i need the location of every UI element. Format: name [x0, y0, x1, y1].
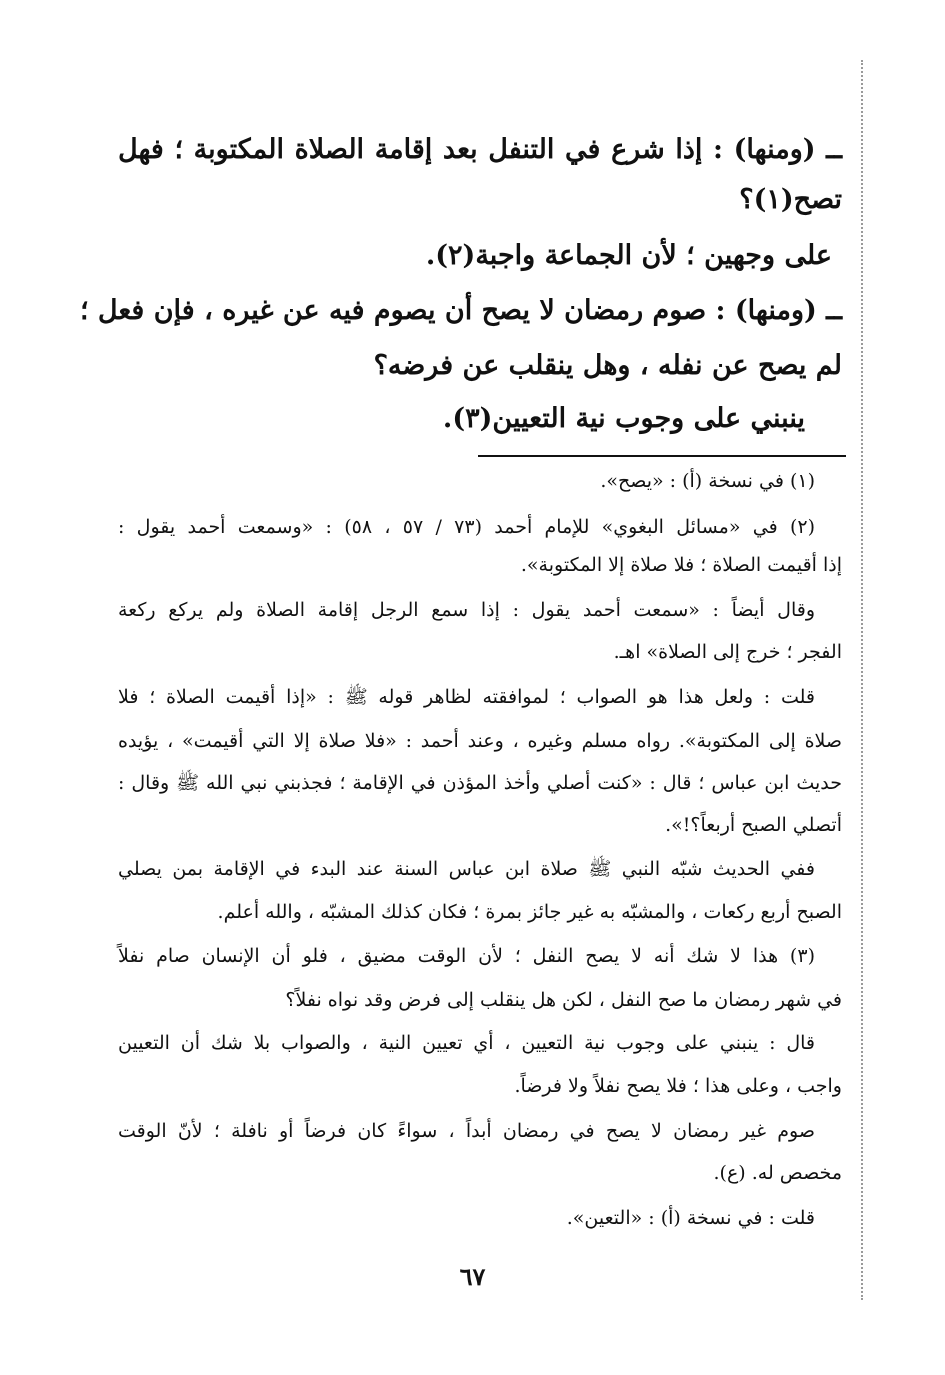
- footnote-line-3: إذا أقيمت الصلاة ؛ فلا صلاة إلا المكتوبة».: [520, 554, 842, 576]
- main-text-line-1: ــ (ومنها) : إذا شرع في التنفل بعد إقامة الصلاة المكتوبة ؛ فهل: [118, 134, 842, 165]
- footnote-line-16: صوم غير رمضان لا يصح في رمضان أبداً ، سواءً كان فرضاً أو نافلة ؛ لأنّ الوقت: [118, 1120, 815, 1142]
- footnote-line-5: الفجر ؛ خرج إلى الصلاة» اهـ.: [613, 641, 842, 663]
- footnote-line-1: (١) في نسخة (أ) : «يصح».: [600, 470, 815, 492]
- footnote-line-15: واجب ، وعلى هذا ؛ فلا يصح نفلاً ولا فرضاً.: [514, 1075, 842, 1097]
- footnote-line-7: صلاة إلى المكتوبة». رواه مسلم وغيره ، وعند أحمد : «فلا صلاة إلا التي أقيمت» ، يؤيده: [118, 730, 842, 752]
- footnote-line-9: أتصلي الصبح أربعاً؟!».: [665, 814, 842, 836]
- page-number: ٦٧: [459, 1262, 486, 1291]
- footnote-line-18: قلت : في نسخة (أ) : «التعين».: [566, 1207, 815, 1229]
- main-text-line-4: ــ (ومنها) : صوم رمضان لا يصح أن يصوم فيه عن غيره ، فإن فعل ؛: [79, 295, 842, 326]
- footnote-line-12: (٣) هذا لا شك أنه لا يصح النفل ؛ لأن الوقت مضيق ، فلو أن الإنسان صام نفلاً: [118, 945, 815, 967]
- footnote-line-13: في شهر رمضان ما صح النفل ، لكن هل ينقلب إلى فرض وقد نواه نفلاً؟: [285, 989, 842, 1011]
- footnote-line-10: ففي الحديث شبّه النبي ﷺ صلاة ابن عباس السنة عند البدء في الإقامة بمن يصلي: [118, 858, 815, 880]
- footnote-line-8: حديث ابن عباس ؛ قال : «كنت أصلي وأخذ المؤذن في الإقامة ؛ فجذبني نبي الله ﷺ وقال :: [118, 772, 842, 794]
- footnote-line-6: قلت : ولعل هذا هو الصواب ؛ لموافقته لظاهر قوله ﷺ : «إذا أقيمت الصلاة ؛ فلا: [118, 686, 815, 708]
- footnote-line-4: وقال أيضاً : «سمعت أحمد يقول : إذا سمع الرجل إقامة الصلاة ولم يركع ركعة: [118, 599, 815, 621]
- footnote-line-2: (٢) في «مسائل البغوي» للإمام أحمد (٧٣ / ٥٧ ، ٥٨) : «وسمعت أحمد يقول :: [118, 516, 815, 538]
- footnote-line-17: مخصص له. (ع).: [713, 1162, 842, 1184]
- main-text-line-5: لم يصح عن نفله ، وهل ينقلب عن فرضه؟: [373, 350, 842, 381]
- footnote-line-11: الصبح أربع ركعات ، والمشبّه به غير جائز بمرة ؛ فكان كذلك المشبّه ، والله أعلم.: [217, 901, 842, 923]
- footnote-separator: [478, 455, 846, 457]
- main-text-line-6: ينبني على وجوب نية التعيين(٣).: [442, 403, 805, 434]
- main-text-line-3: على وجهين ؛ لأن الجماعة واجبة(٢).: [425, 240, 832, 271]
- margin-dotted-rule: [861, 60, 863, 1300]
- main-text-line-2: تصح(١)؟: [739, 184, 842, 215]
- footnote-line-14: قال : ينبني على وجوب نية التعيين ، أي تعيين النية ، والصواب بلا شك أن التعيين: [118, 1032, 815, 1054]
